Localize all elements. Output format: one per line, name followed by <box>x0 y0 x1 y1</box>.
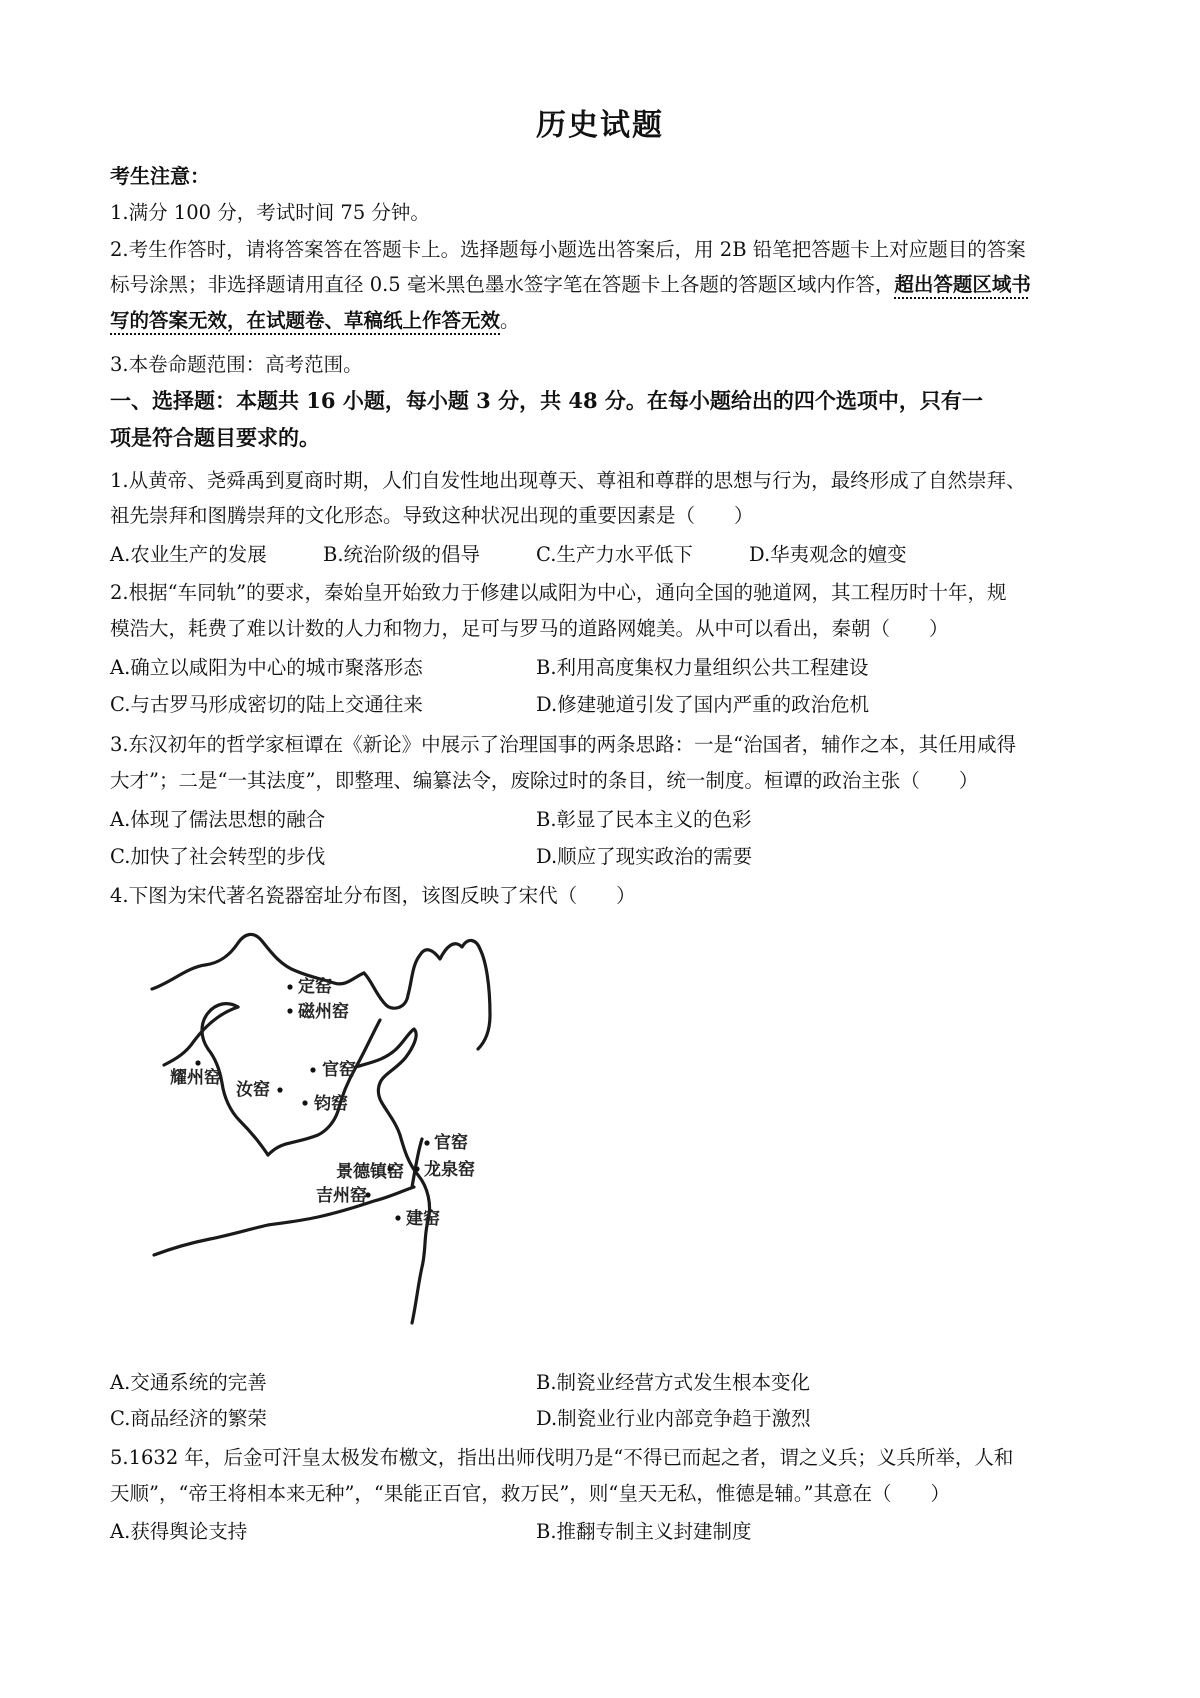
q4-option-a: A.交通系统的完善 <box>110 1371 267 1394</box>
kiln-label-guan-south: 官窑 <box>434 1133 468 1153</box>
notice-item-2-line-3 <box>110 308 1100 334</box>
q2-option-b: B.利用高度集权力量组织公共工程建设 <box>536 656 869 679</box>
q4-option-b: B.制瓷业经营方式发生根本变化 <box>536 1371 811 1394</box>
kiln-label-jian: 建窑 <box>406 1209 440 1229</box>
q3-option-b: B.彰显了民本主义的色彩 <box>536 808 752 831</box>
map-yangtze-river <box>154 1187 414 1255</box>
kiln-label-jingdezhen: 景德镇窑 <box>336 1162 404 1182</box>
q5-option-a: A.获得舆论支持 <box>110 1520 248 1543</box>
kiln-marker-jian <box>395 1215 400 1220</box>
kiln-marker-guan-south <box>424 1140 429 1145</box>
q4-option-d: D.制瓷业行业内部竞争趋于激烈 <box>536 1407 811 1430</box>
q1-stem-line-2: 祖先崇拜和图腾崇拜的文化形态。导致这种状况出现的重要因素是（ ） <box>110 504 754 527</box>
notice-item-2-line-2-text: 标号涂黑；非选择题请用直径 0.5 毫米黑色墨水签字笔在答题卡上各题的答题区域内作答， <box>110 273 895 296</box>
q4-stem-line-1: 4.下图为宋代著名瓷器窑址分布图，该图反映了宋代（ ） <box>110 884 636 907</box>
notice-heading: 考生注意： <box>110 164 210 188</box>
q3-option-d: D.顺应了现实政治的需要 <box>536 845 753 868</box>
q3-option-c: C.加快了社会转型的步伐 <box>110 845 326 868</box>
q4-option-c: C.商品经济的繁荣 <box>110 1407 267 1430</box>
page-title: 历史试题 <box>536 108 664 143</box>
kiln-label-jun: 钧窑 <box>314 1094 348 1114</box>
notice-item-2-line-1: 2.考生作答时，请将答案答在答题卡上。选择题每小题选出答案后，用 2B 铅笔把答题卡上对应题目的答案 <box>110 238 1026 261</box>
kiln-label-longquan: 龙泉窑 <box>424 1160 475 1180</box>
q1-option-a: A.农业生产的发展 <box>110 543 267 566</box>
kiln-marker-ru <box>277 1087 282 1092</box>
kiln-marker-ding <box>287 984 292 989</box>
map-coast-bohai <box>268 1020 380 1155</box>
notice-emphasis-1: 超出答题区域书 <box>894 273 1031 296</box>
notice-item-3: 3.本卷命题范围：高考范围。 <box>110 353 363 376</box>
kiln-marker-longquan <box>414 1166 419 1171</box>
kiln-label-yaozhou: 耀州窑 <box>170 1068 221 1088</box>
q5-stem-line-1: 5.1632 年，后金可汗皇太极发布檄文，指出出师伐明乃是“不得已而起之者，谓之义兵；义兵所举，人和 <box>110 1446 1014 1469</box>
q2-option-a: A.确立以咸阳为中心的城市聚落形态 <box>110 656 423 679</box>
map-coast-northeast <box>364 940 490 1049</box>
notice-emphasis-2: 写的答案无效，在试题卷、草稿纸上作答无效 <box>110 309 501 332</box>
q2-option-c: C.与古罗马形成密切的陆上交通往来 <box>110 693 423 716</box>
q2-stem-line-1: 2.根据“车同轨”的要求，秦始皇开始致力于修建以咸阳为中心，通向全国的驰道网，其工程历时十年，规 <box>110 581 1007 604</box>
q5-stem-line-2: 天顺”，“帝王将相本来无种”，“果能正百官，救万民”，则“皇天无私，惟德是辅。”其意在（ ） <box>110 1482 951 1505</box>
kiln-marker-yaozhou <box>195 1060 200 1065</box>
kiln-label-ru: 汝窑 <box>236 1080 270 1100</box>
q1-option-b: B.统治阶级的倡导 <box>323 543 481 566</box>
q2-stem-line-2: 模浩大，耗费了难以计数的人力和物力，足可与罗马的道路网媲美。从中可以看出，秦朝（ ） <box>110 617 949 640</box>
kiln-label-ding: 定窑 <box>298 977 332 997</box>
kiln-marker-jun <box>302 1100 307 1105</box>
notice-item-2-line-2 <box>110 272 1100 298</box>
notice-item-1: 1.满分 100 分，考试时间 75 分钟。 <box>110 201 430 224</box>
q1-option-c: C.生产力水平低下 <box>536 543 693 566</box>
kiln-label-jizhou: 吉州窑 <box>316 1186 367 1206</box>
section-heading-line-2: 项是符合题目要求的。 <box>110 425 320 450</box>
section-heading-line-1: 一、选择题：本题共 16 小题，每小题 3 分，共 48 分。在每小题给出的四个选项中，只有一 <box>110 388 983 413</box>
kiln-marker-guan-north <box>310 1067 315 1072</box>
notice-item-2-line-3-end: 。 <box>500 309 520 332</box>
q3-stem-line-2: 大才”；二是“一其法度”，即整理、编纂法令，废除过时的条目，统一制度。桓谭的政治主张（ ） <box>110 769 979 792</box>
q1-stem-line-1: 1.从黄帝、尧舜禹到夏商时期，人们自发性地出现尊天、尊祖和尊群的思想与行为，最终形成了自然崇拜、 <box>110 469 1026 492</box>
song-kiln-map-svg <box>150 925 540 1335</box>
q3-stem-line-1: 3.东汉初年的哲学家桓谭在《新论》中展示了治理国事的两条思路：一是“治国者，辅作之本，其任用咸得 <box>110 733 1017 756</box>
q5-option-b: B.推翻专制主义封建制度 <box>536 1520 752 1543</box>
map-border-north <box>152 934 364 989</box>
song-kiln-map <box>150 925 540 1335</box>
q1-option-d: D.华夷观念的嬗变 <box>749 543 907 566</box>
kiln-label-cizhou: 磁州窑 <box>298 1002 349 1022</box>
kiln-label-guan-north: 官窑 <box>322 1060 356 1080</box>
q2-option-d: D.修建驰道引发了国内严重的政治危机 <box>536 693 870 716</box>
q3-option-a: A.体现了儒法思想的融合 <box>110 808 326 831</box>
kiln-marker-cizhou <box>287 1008 292 1013</box>
